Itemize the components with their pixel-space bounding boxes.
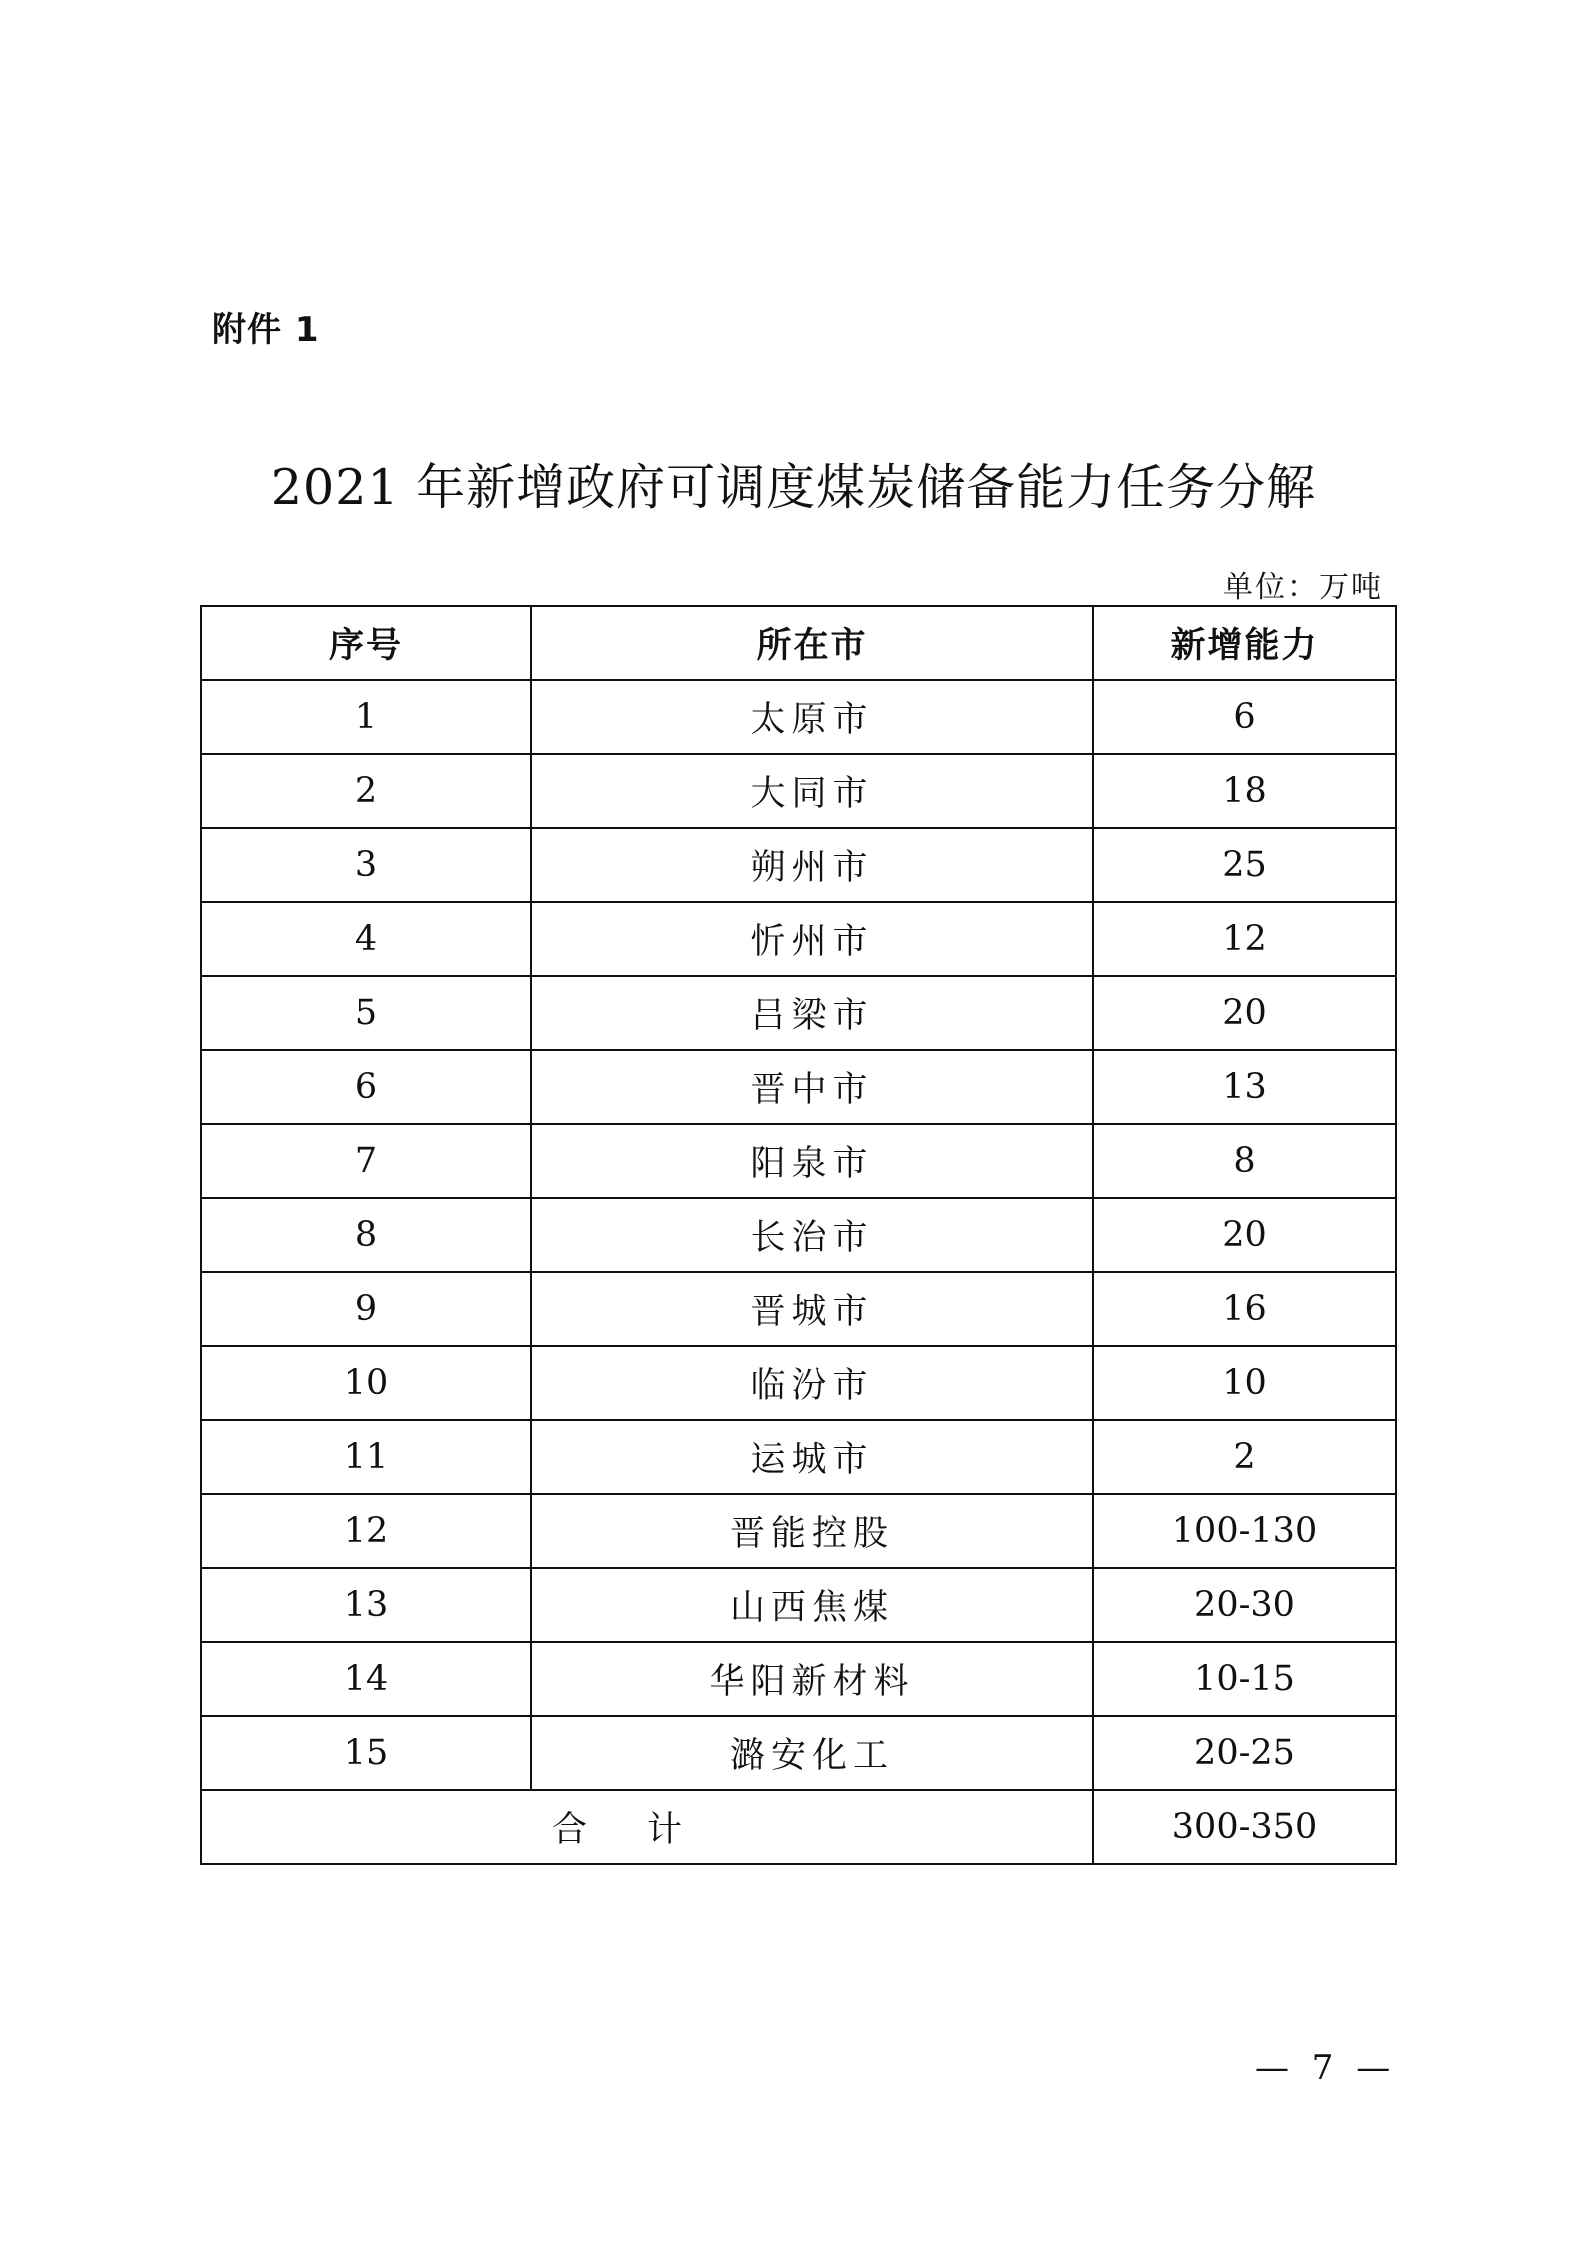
row-city: 山西焦煤	[531, 1568, 1093, 1642]
header-city: 所在市	[531, 606, 1093, 680]
row-no: 8	[201, 1198, 531, 1272]
row-no: 13	[201, 1568, 531, 1642]
row-no: 14	[201, 1642, 531, 1716]
table-total-row	[201, 1790, 1396, 1864]
table-header-row	[201, 606, 1396, 680]
row-no: 12	[201, 1494, 531, 1568]
total-value: 300-350	[1093, 1790, 1396, 1864]
attachment-label: 附件 1	[212, 310, 320, 350]
row-city: 阳泉市	[531, 1124, 1093, 1198]
table-row	[201, 1494, 1396, 1568]
row-capacity: 10-15	[1093, 1642, 1396, 1716]
row-city: 朔州市	[531, 828, 1093, 902]
row-city: 吕梁市	[531, 976, 1093, 1050]
row-no: 6	[201, 1050, 531, 1124]
table-row	[201, 1568, 1396, 1642]
row-capacity: 20-30	[1093, 1568, 1396, 1642]
row-no: 3	[201, 828, 531, 902]
table-row	[201, 1716, 1396, 1790]
row-capacity: 12	[1093, 902, 1396, 976]
header-no: 序号	[201, 606, 531, 680]
table-row	[201, 902, 1396, 976]
row-city: 华阳新材料	[531, 1642, 1093, 1716]
row-city: 大同市	[531, 754, 1093, 828]
row-capacity: 20-25	[1093, 1716, 1396, 1790]
row-city: 运城市	[531, 1420, 1093, 1494]
table-row	[201, 1346, 1396, 1420]
row-capacity: 13	[1093, 1050, 1396, 1124]
row-city: 长治市	[531, 1198, 1093, 1272]
row-no: 7	[201, 1124, 531, 1198]
row-no: 1	[201, 680, 531, 754]
row-city: 忻州市	[531, 902, 1093, 976]
table-row	[201, 828, 1396, 902]
row-city: 晋城市	[531, 1272, 1093, 1346]
row-city: 晋能控股	[531, 1494, 1093, 1568]
table-row	[201, 976, 1396, 1050]
row-capacity: 6	[1093, 680, 1396, 754]
row-capacity: 20	[1093, 1198, 1396, 1272]
unit-label: 单位：万吨	[1223, 570, 1383, 605]
row-no: 2	[201, 754, 531, 828]
row-no: 9	[201, 1272, 531, 1346]
total-label: 合计	[201, 1790, 1093, 1864]
row-no: 10	[201, 1346, 531, 1420]
row-no: 15	[201, 1716, 531, 1790]
row-city: 潞安化工	[531, 1716, 1093, 1790]
row-capacity: 18	[1093, 754, 1396, 828]
row-capacity: 10	[1093, 1346, 1396, 1420]
table-row	[201, 1198, 1396, 1272]
row-city: 太原市	[531, 680, 1093, 754]
table-row	[201, 1420, 1396, 1494]
row-capacity: 8	[1093, 1124, 1396, 1198]
table-row	[201, 1642, 1396, 1716]
page-number: — 7 —	[1255, 2048, 1397, 2088]
task-table	[200, 605, 1397, 1865]
row-no: 11	[201, 1420, 531, 1494]
row-capacity: 2	[1093, 1420, 1396, 1494]
row-city: 晋中市	[531, 1050, 1093, 1124]
row-capacity: 100-130	[1093, 1494, 1396, 1568]
row-capacity: 25	[1093, 828, 1396, 902]
row-capacity: 16	[1093, 1272, 1396, 1346]
table-row	[201, 1124, 1396, 1198]
table-row	[201, 680, 1396, 754]
table-row	[201, 1272, 1396, 1346]
row-no: 5	[201, 976, 531, 1050]
header-capacity: 新增能力	[1093, 606, 1396, 680]
table-row	[201, 754, 1396, 828]
row-capacity: 20	[1093, 976, 1396, 1050]
table-row	[201, 1050, 1396, 1124]
row-no: 4	[201, 902, 531, 976]
document-title: 2021 年新增政府可调度煤炭储备能力任务分解	[270, 459, 1317, 516]
row-city: 临汾市	[531, 1346, 1093, 1420]
